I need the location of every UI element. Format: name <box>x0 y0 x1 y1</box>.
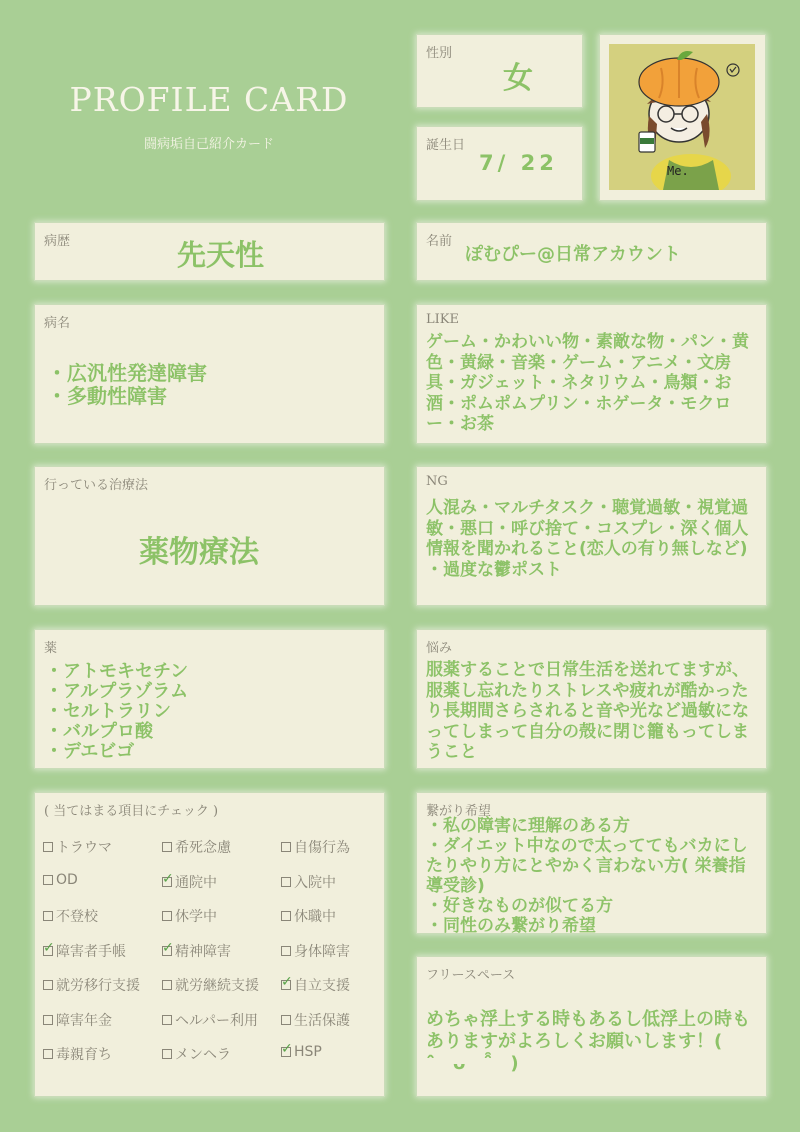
connection-item: ・私の障害に理解のある方 <box>426 816 630 836</box>
name-label: 名前 <box>426 234 453 249</box>
checkbox-checked-icon[interactable] <box>281 980 291 990</box>
diagnosis-box <box>35 305 384 443</box>
diagnosis-label: 病名 <box>44 316 71 331</box>
medicine-label: 薬 <box>44 641 58 656</box>
history-value: 先天性 <box>177 238 265 272</box>
medicine-list <box>45 662 188 762</box>
checkbox-checked-icon[interactable] <box>162 946 172 956</box>
diagnosis-item: ・多動性障害 <box>47 384 167 408</box>
ng-label: NG <box>426 474 448 489</box>
checklist-item-label: OD <box>56 871 78 888</box>
diagnosis-list <box>47 362 207 408</box>
checkbox-icon[interactable] <box>162 842 172 852</box>
checklist-item-label: メンヘラ <box>175 1047 231 1063</box>
checklist-item[interactable] <box>43 906 98 926</box>
gender-box <box>417 35 582 107</box>
checkbox-icon[interactable] <box>43 980 53 990</box>
checkbox-icon[interactable] <box>43 875 53 885</box>
checkbox-icon[interactable] <box>281 842 291 852</box>
checklist-item[interactable] <box>281 941 350 961</box>
checkbox-icon[interactable] <box>281 877 291 887</box>
checklist-item[interactable] <box>281 906 336 926</box>
checklist-item-label: 就労継続支援 <box>175 978 259 994</box>
connection-item: ・好きなものが似てる方 <box>426 896 613 916</box>
medicine-item: ・バルプロ酸 <box>45 721 153 742</box>
checkbox-icon[interactable] <box>43 842 53 852</box>
checkbox-checked-icon[interactable] <box>43 946 53 956</box>
checkbox-icon[interactable] <box>43 911 53 921</box>
checklist-item[interactable] <box>43 872 78 888</box>
page-title: PROFILE CARD <box>69 80 349 119</box>
checkbox-icon[interactable] <box>162 911 172 921</box>
checkbox-icon[interactable] <box>281 946 291 956</box>
free-space-label: フリースペース <box>426 968 516 983</box>
checklist-item[interactable] <box>162 975 259 995</box>
avatar-frame <box>600 35 765 200</box>
checklist-item-label: トラウマ <box>56 840 112 856</box>
checkbox-icon[interactable] <box>281 1015 291 1025</box>
treatment-value: 薬物療法 <box>139 535 259 570</box>
worries-box <box>417 630 766 768</box>
checklist-item-label: 毒親育ち <box>56 1047 112 1063</box>
checklist-item-label: 就労移行支援 <box>56 978 140 994</box>
connection-item: ・ダイエット中なので太っててもバカにしたりやり方にとやかく言わない方( 栄養指導受診) <box>426 836 748 896</box>
checklist-item-label: 入院中 <box>294 874 336 891</box>
checkbox-checked-icon[interactable] <box>162 877 172 887</box>
birthday-value: 7/ 22 <box>479 151 558 175</box>
checkbox-icon[interactable] <box>162 1015 172 1025</box>
checklist-item[interactable] <box>162 837 231 857</box>
checklist-item-label: 不登校 <box>56 909 98 925</box>
medicine-item: ・アトモキセチン <box>45 661 189 682</box>
checkbox-icon[interactable] <box>43 1049 53 1059</box>
ng-box <box>417 467 766 605</box>
birthday-label: 誕生日 <box>426 138 466 153</box>
treatment-box <box>35 467 384 605</box>
medicine-item: ・アルプラゾラム <box>45 681 189 702</box>
checklist-item[interactable] <box>162 872 217 892</box>
checklist-item-label: 障害者手帳 <box>56 943 126 960</box>
checklist-item-label: 希死念慮 <box>175 840 231 856</box>
medicine-item: ・デエビゴ <box>45 741 135 762</box>
checklist-item[interactable] <box>162 941 231 961</box>
checkbox-icon[interactable] <box>162 980 172 990</box>
connection-list <box>426 816 757 936</box>
checklist-item-label: 精神障害 <box>175 943 231 960</box>
free-space-text: めちゃ浮上する時もあるし低浮上の時もありますがよろしくお願いします！( ˆ̑̑ ᴗ ˆ̑̑ ) <box>426 1009 759 1074</box>
checkbox-icon[interactable] <box>43 1015 53 1025</box>
checklist-item[interactable] <box>281 1044 322 1060</box>
name-value: ぽむぴー@日常アカウント <box>465 244 681 265</box>
checklist-item-label: 休学中 <box>175 909 217 925</box>
checklist-item[interactable] <box>43 975 140 995</box>
worries-text: 服薬することで日常生活を送れてますが、服薬し忘れたりストレスや疲れが酷かったり長期間さらされると音や光など過敏になってしまって自分の殻に閉じ籠もってしまうこと <box>426 660 749 762</box>
connection-item: ・同性のみ繋がり希望 <box>426 916 596 936</box>
history-box <box>35 223 384 280</box>
checkbox-icon[interactable] <box>162 1049 172 1059</box>
worries-label: 悩み <box>426 641 453 656</box>
checklist-item[interactable] <box>281 872 336 892</box>
checklist-box <box>35 793 384 1096</box>
avatar-caption: Me. <box>667 164 689 178</box>
page-subtitle: 闘病垢自己紹介カード <box>143 137 274 152</box>
treatment-label: 行っている治療法 <box>44 478 149 493</box>
checklist-label: ( 当てはまる項目にチェック ) <box>44 804 219 819</box>
connection-box <box>417 793 766 936</box>
checklist-item[interactable] <box>43 941 126 961</box>
checklist-item[interactable] <box>162 906 217 926</box>
medicine-item: ・セルトラリン <box>45 701 171 722</box>
connection-label: 繋がり希望 <box>426 804 492 819</box>
checklist-item-label: ヘルパー利用 <box>175 1012 259 1029</box>
checkbox-checked-icon[interactable] <box>281 1047 291 1057</box>
free-space-box <box>417 957 766 1096</box>
checklist-item-label: 身体障害 <box>294 943 350 960</box>
checklist-item[interactable] <box>281 1010 350 1030</box>
checklist-item[interactable] <box>162 1044 231 1064</box>
history-label: 病歴 <box>44 234 71 249</box>
gender-value: 女 <box>503 61 533 96</box>
checklist-item[interactable] <box>281 837 350 857</box>
checklist-item[interactable] <box>43 1010 112 1030</box>
checklist-item-label: 障害年金 <box>56 1012 112 1029</box>
checklist-item-label: 休職中 <box>294 909 336 925</box>
birthday-box <box>417 127 582 200</box>
checkbox-icon[interactable] <box>281 911 291 921</box>
checklist-item-label: 自傷行為 <box>294 840 350 856</box>
checklist-item-label: 自立支援 <box>294 978 350 994</box>
checklist-item[interactable] <box>43 1044 112 1064</box>
checklist-item[interactable] <box>281 975 350 995</box>
checklist-item-label: HSP <box>294 1044 322 1060</box>
like-label: LIKE <box>426 312 459 327</box>
ng-text: 人混み・マルチタスク・聴覚過敏・視覚過敏・悪口・呼び捨て・コスプレ・深く個人情報を聞かれること(恋人の有り無しなど) ・過度な鬱ポスト <box>426 498 749 580</box>
checklist-item[interactable] <box>43 837 112 857</box>
diagnosis-item: ・広汎性発達障害 <box>47 361 207 385</box>
like-box <box>417 305 766 443</box>
checklist-item-label: 通院中 <box>175 874 217 891</box>
name-box <box>417 223 766 280</box>
avatar <box>609 44 755 190</box>
gender-label: 性別 <box>426 46 453 61</box>
checklist-item-label: 生活保護 <box>294 1012 350 1029</box>
checklist-item[interactable] <box>162 1010 258 1030</box>
like-text: ゲーム・かわいい物・素敵な物・パン・黄色・黄緑・音楽・ゲーム・アニメ・文房具・ガジェット・ネタリウム・鳥類・お酒・ポムポムプリン・ホゲータ・モクロー・お茶 <box>426 332 749 434</box>
medicine-box <box>35 630 384 768</box>
